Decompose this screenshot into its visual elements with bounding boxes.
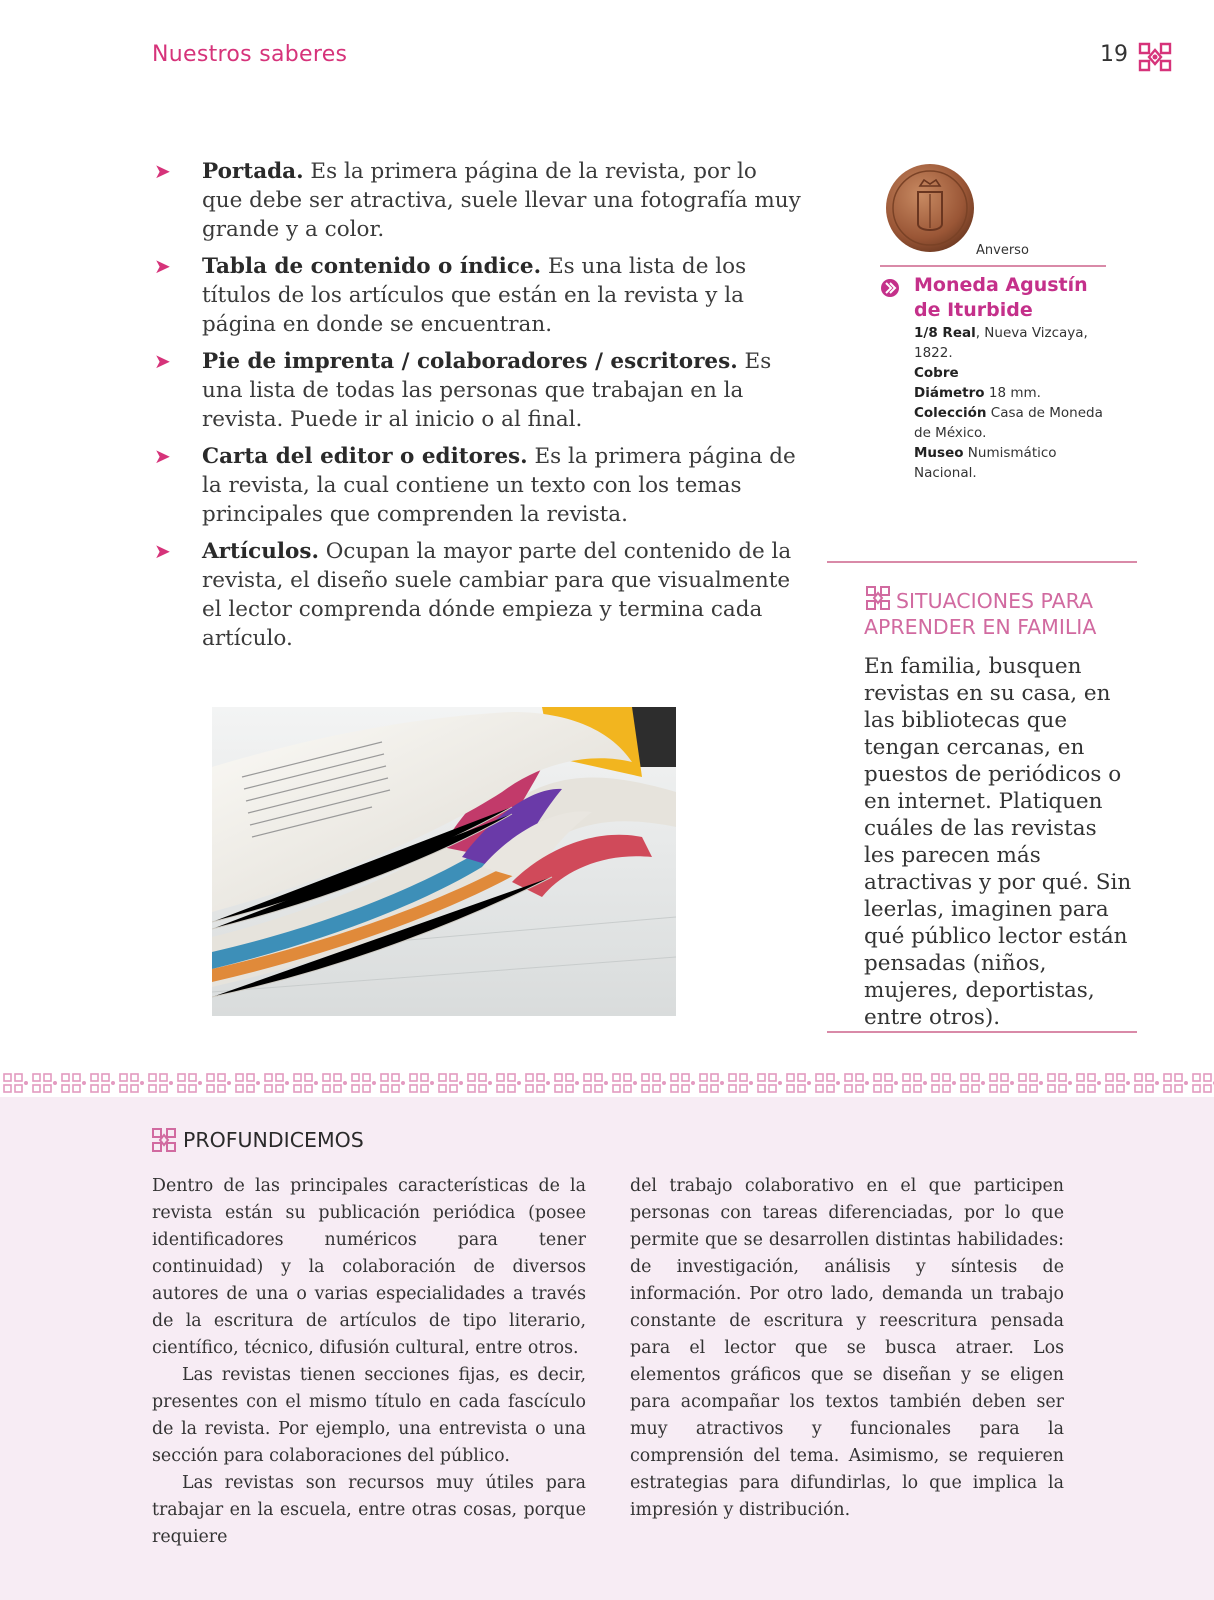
coin-side-label: Anverso: [976, 243, 1029, 258]
chevron-right-icon: ➤: [154, 444, 171, 468]
chevron-right-icon: ➤: [154, 349, 171, 373]
list-item: [152, 537, 802, 653]
coin-museum-label: Museo: [914, 445, 964, 461]
profundicemos-heading: PROFUNDICEMOS: [183, 1128, 364, 1152]
divider: [880, 265, 1106, 267]
coin-image: [884, 162, 976, 254]
divider: [827, 561, 1137, 563]
coin-denomination-label: 1/8 Real: [914, 325, 976, 341]
running-header-title: Nuestros saberes: [152, 42, 348, 67]
coin-diameter-label: Diámetro: [914, 385, 985, 401]
magazines-stack-photo: [212, 707, 676, 1016]
page-number: 19: [1100, 42, 1128, 67]
list-item-term: Artículos.: [202, 539, 319, 564]
list-item-text: Es una lista de los títulos de los artículos que están en la revista y la página en donde se encuentran.: [202, 254, 747, 337]
list-item-text: Es una lista de todas las personas que trabajan en la revista. Puede ir al inicio o al final.: [202, 349, 772, 432]
list-item: [152, 252, 802, 339]
coin-material: Cobre: [914, 365, 959, 381]
paragraph: del trabajo colaborativo en el que participen personas con tareas diferenciadas, por lo que permite que se desarrollen distintas habilidades: de investigación, análisis y síntesis de información. Por otro lado, demanda un trabajo constante de escritura y reescritura pensada para el lector que se busca atraer. Los elementos gráficos que se diseñan y se eligen para acompañar los textos también deben ser muy atractivos y funcionales para la comprensión del tema. Asimismo, se requieren estrategias para difundirlas, lo que implica la impresión y distribución.: [630, 1176, 1064, 1520]
coin-diameter-value: 18 mm.: [984, 385, 1041, 401]
magazine-parts-list: [152, 157, 802, 661]
list-item-term: Carta del editor o editores.: [202, 444, 528, 469]
paragraph: Las revistas son recursos muy útiles para trabajar en la escuela, entre otras cosas, porque requiere: [152, 1473, 586, 1547]
list-item: [152, 157, 802, 244]
list-item-text: Es la primera página de la revista, la cual contiene un texto con los temas principales que comprenden la revista.: [202, 444, 796, 527]
coin-museum-value: Numismático Nacional.: [914, 445, 1057, 481]
coin-details: [914, 323, 1114, 483]
profundicemos-right-column: [630, 1173, 1064, 1524]
chevron-right-icon: ➤: [154, 539, 171, 563]
list-item-term: Pie de imprenta / colaboradores / escritores.: [202, 349, 738, 374]
family-section-heading: SITUACIONES PARA APRENDER EN FAMILIA: [864, 589, 1097, 639]
list-item-term: Tabla de contenido o índice.: [202, 254, 542, 279]
divider: [827, 1031, 1137, 1033]
profundicemos-left-column: [152, 1173, 586, 1551]
list-item-text: Ocupan la mayor parte del contenido de la revista, el diseño suele cambiar para que visualmente el lector comprenda dónde empieza y termina cada artículo.: [202, 539, 792, 651]
list-item-term: Portada.: [202, 159, 304, 184]
paragraph: Las revistas tienen secciones fijas, es decir, presentes con el mismo título en cada fascículo de la revista. Por ejemplo, una entrevista o una sección para colaboraciones del público.: [152, 1365, 586, 1466]
header-ornament-icon: [1136, 38, 1174, 76]
coin-collection-value: Casa de Moneda de México.: [914, 405, 1103, 441]
family-section-text: En familia, busquen revistas en su casa, en las bibliotecas que tengan cercanas, en puestos de periódicos o en internet. Platiquen cuáles de las revistas les parecen más atractivas y por qué. Sin leerlas, imaginen para qué público lector están pensadas (niños, mujeres, deportistas, entre otros).: [864, 654, 1132, 1030]
ornamental-border: [0, 1069, 1214, 1097]
paragraph: Dentro de las principales características de la revista están su publicación periódica (posee identificadores numéricos para tener continuidad) y la colaboración de diversos autores de una o varias especialidades a través de la escritura de artículos de tipo literario, científico, técnico, difusión cultural, entre otros.: [152, 1176, 586, 1358]
coin-denomination-text: , Nueva Vizcaya, 1822.: [914, 325, 1088, 361]
list-item: [152, 442, 802, 529]
chevron-right-icon: ➤: [154, 159, 171, 183]
profundicemos-ornament-icon: [151, 1127, 177, 1153]
coin-title: Moneda Agustín de Iturbide: [914, 274, 1088, 321]
list-item: [152, 347, 802, 434]
double-chevron-right-icon: [880, 278, 900, 298]
list-item-text: Es la primera página de la revista, por lo que debe ser atractiva, suele llevar una fotografía muy grande y a color.: [202, 159, 801, 242]
chevron-right-icon: ➤: [154, 254, 171, 278]
coin-collection-label: Colección: [914, 405, 987, 421]
